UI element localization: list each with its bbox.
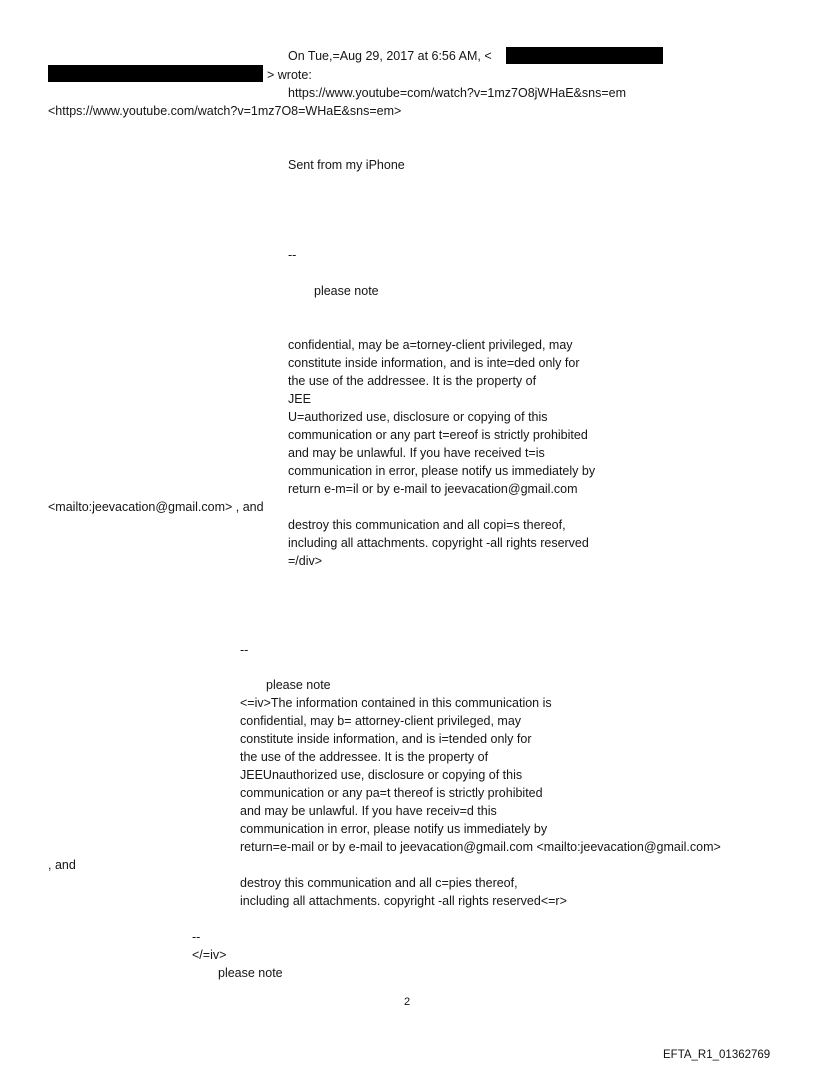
div-close-tag: </=iv> xyxy=(192,948,227,962)
disclaimer-line-mailto[interactable]: return=e-mail or by e-mail to jeevacation@gmail.com <mailto:jeevacation@gmail.com> xyxy=(240,840,721,854)
disclaimer-line: and may be unlawful. If you have received t=is xyxy=(288,446,545,460)
disclaimer-line: JEEUnauthorized use, disclosure or copying of this xyxy=(240,768,523,782)
div-close-tag: =/div> xyxy=(288,554,323,568)
disclaimer-line: constitute inside information, and is inte=ded only for xyxy=(288,356,580,370)
disclaimer-line: destroy this communication and all copi=s thereof, xyxy=(288,518,566,532)
separator-dashes: -- xyxy=(192,930,201,944)
disclaimer-line: confidential, may b= attorney-client privileged, may xyxy=(240,714,522,728)
disclaimer-line: confidential, may be a=torney-client privileged, may xyxy=(288,338,573,352)
disclaimer-line: JEE xyxy=(288,392,311,406)
please-note: please note xyxy=(266,678,331,692)
disclaimer-line: the use of the addressee. It is the property of xyxy=(240,750,489,764)
signature: Sent from my iPhone xyxy=(288,158,405,172)
and-fragment: , and xyxy=(48,858,76,872)
disclaimer-line: communication in error, please notify us immediately by xyxy=(240,822,548,836)
disclaimer-line: including all attachments. copyright -all rights reserved<=r> xyxy=(240,894,567,908)
email-wrote: > wrote: xyxy=(267,68,312,82)
please-note: please note xyxy=(314,284,379,298)
disclaimer-line: and may be unlawful. If you have receiv=d this xyxy=(240,804,497,818)
disclaimer-line: the use of the addressee. It is the property of xyxy=(288,374,537,388)
redaction-bar xyxy=(506,47,663,64)
separator-dashes: -- xyxy=(240,643,249,657)
please-note: please note xyxy=(218,966,283,980)
redaction-bar xyxy=(48,65,263,82)
disclaimer-line: <=iv>The information contained in this communication is xyxy=(240,696,552,710)
disclaimer-line: U=authorized use, disclosure or copying of this xyxy=(288,410,548,424)
youtube-link[interactable]: https://www.youtube=com/watch?v=1mz7O8jWHaE&sns=em xyxy=(288,86,626,100)
disclaimer-line: communication or any pa=t thereof is strictly prohibited xyxy=(240,786,543,800)
mailto-link[interactable]: <mailto:jeevacation@gmail.com> , and xyxy=(48,500,264,514)
disclaimer-line: communication or any part t=ereof is strictly prohibited xyxy=(288,428,588,442)
disclaimer-line: constitute inside information, and is i=tended only for xyxy=(240,732,532,746)
disclaimer-line: return e-m=il or by e-mail to jeevacation@gmail.com xyxy=(288,482,578,496)
disclaimer-line: including all attachments. copyright -all rights reserved xyxy=(288,536,589,550)
page-number: 2 xyxy=(404,996,411,1008)
disclaimer-line: communication in error, please notify us immediately by xyxy=(288,464,596,478)
disclaimer-line: destroy this communication and all c=pies thereof, xyxy=(240,876,518,890)
separator-dashes: -- xyxy=(288,248,297,262)
document-id: EFTA_R1_01362769 xyxy=(663,1049,771,1061)
email-date-line: On Tue,=Aug 29, 2017 at 6:56 AM, < xyxy=(288,49,492,63)
youtube-link-bracketed[interactable]: <https://www.youtube.com/watch?v=1mz7O8=WHaE&sns=em> xyxy=(48,104,402,118)
